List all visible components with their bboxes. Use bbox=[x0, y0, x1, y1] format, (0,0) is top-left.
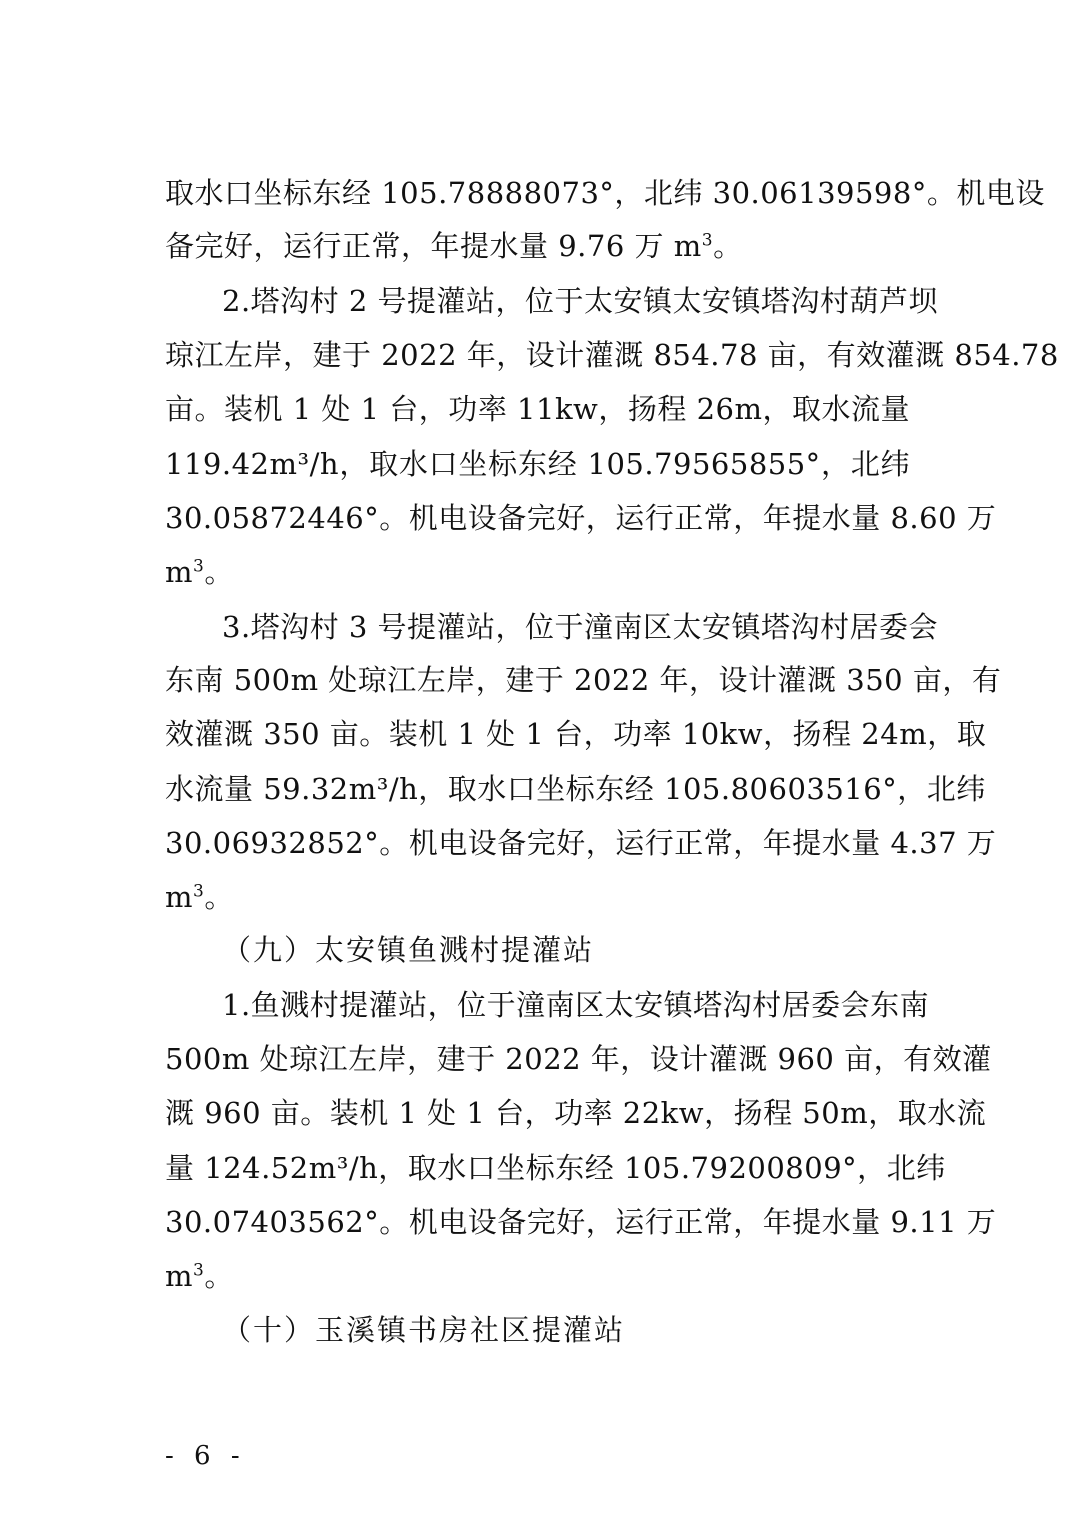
paragraph-line: 溉 960 亩。装机 1 处 1 台，功率 22kw，扬程 50m，取水流 bbox=[165, 1096, 987, 1130]
superscript: 3 bbox=[701, 230, 714, 251]
paragraph-line: 30.05872446°。机电设备完好，运行正常，年提水量 8.60 万 bbox=[165, 501, 997, 535]
paragraph-line: 2.塔沟村 2 号提灌站，位于太安镇太安镇塔沟村葫芦坝 bbox=[222, 284, 939, 318]
section-heading: （十）玉溪镇书房社区提灌站 bbox=[222, 1313, 626, 1347]
paragraph-line: 30.06932852°。机电设备完好，运行正常，年提水量 4.37 万 bbox=[165, 826, 997, 860]
section-heading: （九）太安镇鱼溅村提灌站 bbox=[222, 933, 595, 967]
paragraph-line: 东南 500m 处琼江左岸，建于 2022 年，设计灌溉 350 亩，有 bbox=[165, 663, 1002, 697]
paragraph-line: 30.07403562°。机电设备完好，运行正常，年提水量 9.11 万 bbox=[165, 1205, 997, 1239]
paragraph-line: $m^3$。 bbox=[165, 555, 234, 589]
paragraph-line: 琼江左岸，建于 2022 年，设计灌溉 854.78 亩，有效灌溉 854.78 bbox=[165, 338, 1059, 372]
paragraph-line: 3.塔沟村 3 号提灌站，位于潼南区太安镇塔沟村居委会 bbox=[222, 610, 939, 644]
paragraph-line: $m^3$。 bbox=[165, 1259, 234, 1293]
paragraph-line: 亩。装机 1 处 1 台，功率 11kw，扬程 26m，取水流量 bbox=[165, 392, 910, 426]
superscript: 3 bbox=[193, 556, 205, 577]
paragraph-line: 量 124.52m³/h，取水口坐标东经 105.79200809°，北纬 bbox=[165, 1151, 946, 1185]
superscript: 3 bbox=[193, 881, 205, 902]
paragraph-line: 备完好，运行正常，年提水量 9.76 万 $m^3$。 bbox=[165, 229, 743, 263]
paragraph-line: 500m 处琼江左岸，建于 2022 年，设计灌溉 960 亩，有效灌 bbox=[165, 1042, 992, 1076]
paragraph-line: 119.42m³/h，取水口坐标东经 105.79565855°，北纬 bbox=[165, 447, 910, 481]
superscript: 3 bbox=[193, 1260, 205, 1281]
paragraph-line: 取水口坐标东经 105.78888073°，北纬 30.06139598°。机电设 bbox=[165, 176, 1045, 210]
paragraph-line: 水流量 59.32m³/h，取水口坐标东经 105.80603516°，北纬 bbox=[165, 772, 986, 806]
paragraph-line: $m^3$。 bbox=[165, 880, 234, 914]
paragraph-line: 1.鱼溅村提灌站，位于潼南区太安镇塔沟村居委会东南 bbox=[222, 988, 930, 1022]
page-number: - 6 - bbox=[165, 1441, 246, 1471]
paragraph-line: 效灌溉 350 亩。装机 1 处 1 台，功率 10kw，扬程 24m，取 bbox=[165, 717, 987, 751]
